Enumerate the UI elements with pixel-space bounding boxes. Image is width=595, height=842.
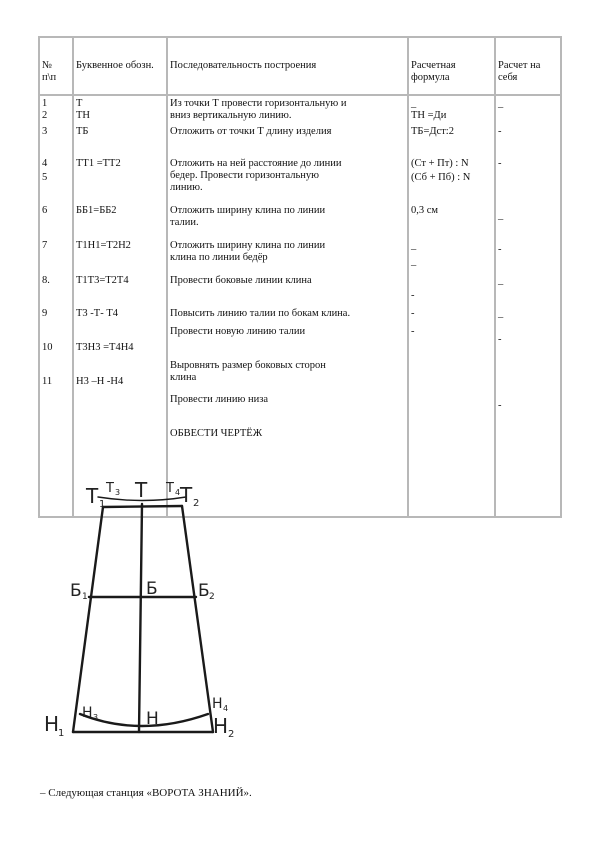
letters-entry: Т3 -Т- Т4 xyxy=(76,308,118,319)
letters-entry: ТТ1 =ТТ2 xyxy=(76,158,121,169)
point-h4-label: Н xyxy=(212,696,223,712)
numbers-entry: 1 xyxy=(42,98,48,109)
next-station-caption: – Следующая станция «ВОРОТА ЗНАНИЙ». xyxy=(40,787,252,799)
numbers-entry: 6 xyxy=(42,205,48,216)
table-header-row xyxy=(39,37,561,95)
header-number xyxy=(39,37,73,95)
personal-entry: _ xyxy=(498,98,504,109)
formulas-entry: ТБ=Дст:2 xyxy=(411,126,454,137)
header-personal xyxy=(495,37,561,95)
letters-entry: ТН xyxy=(76,110,90,121)
personal-entry: - xyxy=(498,126,502,137)
personal-entry: - xyxy=(498,158,502,169)
formulas-entry: (Сб + Пб) : N xyxy=(411,172,471,183)
steps-entry: Провести боковые линии клина xyxy=(170,275,312,286)
letters-entry: Н3 –Н -Н4 xyxy=(76,376,124,387)
numbers-entry: 5 xyxy=(42,172,48,183)
rounded-hem-curve xyxy=(80,714,208,726)
point-t2-sub: 2 xyxy=(193,498,200,509)
header-letters-text: Буквенное обозн. xyxy=(76,60,154,71)
letters-entry: Т1Н1=Т2Н2 xyxy=(76,240,131,251)
numbers-entry: 8. xyxy=(42,275,50,286)
numbers-entry: 7 xyxy=(42,240,48,251)
point-t-label: Т xyxy=(135,478,148,502)
point-t2-label: Т xyxy=(180,483,193,507)
point-h3-sub: 3 xyxy=(93,713,99,722)
letters-cell xyxy=(73,95,167,517)
formulas-entry: - xyxy=(411,326,415,337)
header-letters xyxy=(73,37,167,95)
point-t4-sub: 4 xyxy=(175,488,181,497)
point-h3-label: Н xyxy=(82,705,93,721)
construction-table xyxy=(38,36,562,518)
header-personal-text: Расчет на себя xyxy=(498,60,541,83)
steps-entry: Повысить линию талии по бокам клина. xyxy=(170,308,351,319)
point-h4-sub: 4 xyxy=(223,704,229,713)
formulas-entry: 0,3 см xyxy=(411,205,439,216)
point-b1-sub: 1 xyxy=(82,592,88,602)
letters-entry: Т1Т3=Т2Т4 xyxy=(76,275,129,286)
numbers-entry: 10 xyxy=(42,342,53,353)
letters-entry: ББ1=ББ2 xyxy=(76,205,117,216)
point-h2-sub: 2 xyxy=(228,729,235,740)
personal-entry: - xyxy=(498,334,502,345)
header-number-text: № п\п xyxy=(42,60,57,83)
numbers-entry: 3 xyxy=(42,126,48,137)
personal-entry: _ xyxy=(498,275,504,286)
right-side-line xyxy=(182,506,213,732)
personal-entry: - xyxy=(498,400,502,411)
point-t3-sub: 3 xyxy=(115,488,121,497)
steps-entry: Провести линию низа xyxy=(170,394,269,405)
point-h1-label: Н xyxy=(44,712,60,736)
formulas-entry: - xyxy=(411,290,415,301)
formulas-entry: ТН =Ди xyxy=(411,110,447,121)
formulas-entry: (Ст + Пт) : N xyxy=(411,158,469,169)
point-h2-label: Н xyxy=(213,714,229,738)
point-t4-label: Т xyxy=(166,481,174,496)
letters-entry: ТБ xyxy=(76,126,89,137)
steps-entry: Выровнять размер боковых сторон клина xyxy=(170,360,326,383)
point-b1-label: Б xyxy=(70,581,82,601)
point-h1-sub: 1 xyxy=(58,728,65,739)
letters-entry: Т3Н3 =Т4Н4 xyxy=(76,342,134,353)
point-t3-label: Т xyxy=(106,481,114,496)
numbers-entry: 9 xyxy=(42,308,48,319)
steps-entry: Провести новую линию талии xyxy=(170,326,306,337)
header-formula-text: Расчетная формула xyxy=(411,60,456,83)
steps-entry: ОБВЕСТИ ЧЕРТЁЖ xyxy=(170,428,263,439)
left-side-line xyxy=(73,507,103,732)
point-t1-label: Т xyxy=(86,484,99,508)
formulas-entry: - xyxy=(411,308,415,319)
steps-entry: Отложить от точки Т длину изделия xyxy=(170,126,332,137)
header-formula xyxy=(408,37,495,95)
header-sequence xyxy=(167,37,408,95)
personal-cell xyxy=(495,95,561,517)
point-b2-sub: 2 xyxy=(209,592,215,602)
point-h-label: Н xyxy=(146,709,159,729)
header-sequence-text: Последовательность построения xyxy=(170,60,317,71)
numbers-entry: 2 xyxy=(42,110,48,121)
steps-entry: Отложить ширину клина по линии клина по линии бедёр xyxy=(170,240,326,263)
formulas-entry: _ xyxy=(411,256,417,267)
personal-entry: _ xyxy=(498,308,504,319)
point-b-label: Б xyxy=(146,579,158,599)
steps-entry: Отложить ширину клина по линии талии. xyxy=(170,205,326,228)
numbers-entry: 4 xyxy=(42,158,48,169)
skirt-panel-drawing xyxy=(0,470,300,750)
steps-entry: Отложить на ней расстояние до линии бедер. Провести горизонтальную линию. xyxy=(170,158,342,193)
numbers-cell xyxy=(39,95,73,517)
point-t1-sub: 1 xyxy=(99,499,106,510)
table-body-row xyxy=(39,95,561,517)
formulas-entry: _ xyxy=(411,98,417,109)
center-line xyxy=(139,504,142,732)
steps-cell xyxy=(167,95,408,517)
letters-entry: Т xyxy=(76,98,83,109)
formulas-cell xyxy=(408,95,495,517)
formulas-entry: _ xyxy=(411,240,417,251)
steps-entry: Из точки Т провести горизонтальную и вниз вертикальную линию. xyxy=(170,98,347,121)
personal-entry: _ xyxy=(498,210,504,221)
personal-entry: - xyxy=(498,244,502,255)
point-b2-label: Б xyxy=(198,581,210,601)
numbers-entry: 11 xyxy=(42,376,53,387)
